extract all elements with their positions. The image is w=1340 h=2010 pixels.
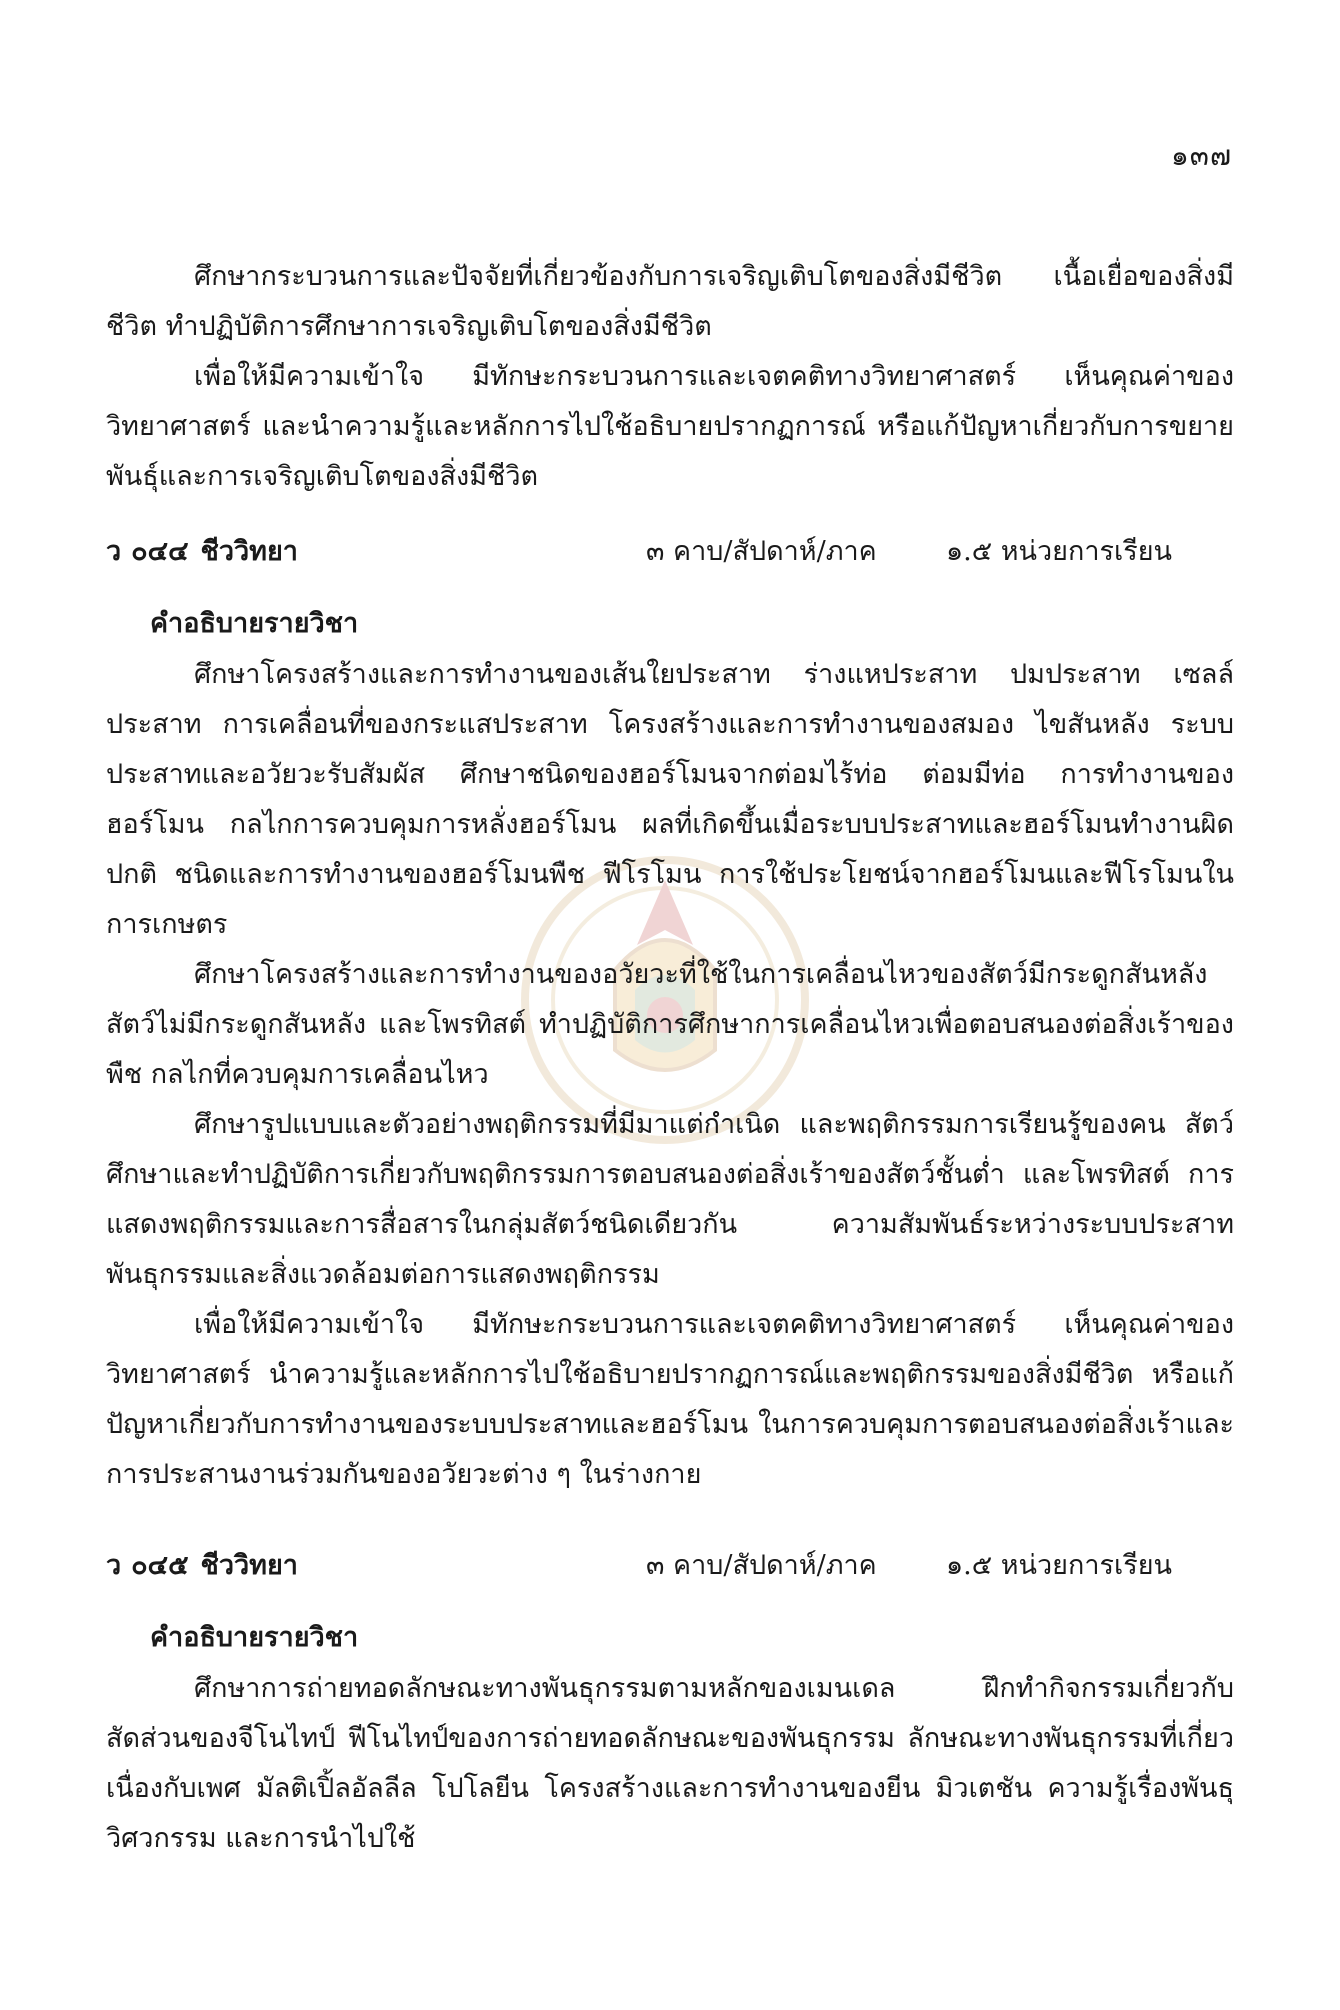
course-name: ชีววิทยา <box>200 536 298 567</box>
course-hours: ๓ คาบ/สัปดาห์/ภาค <box>646 1550 877 1581</box>
course-credits: ๑.๕ หน่วยการเรียน <box>946 536 1172 567</box>
course-name: ชีววิทยา <box>200 1550 298 1581</box>
course-045-description <box>106 1664 1234 1864</box>
description-paragraph: ศึกษาการถ่ายทอดลักษณะทางพันธุกรรมตามหลักของเมนเดล ฝึกทำกิจกรรมเกี่ยวกับสัดส่วนของจีโนไทป์ ฟีโนไทป์ของการถ่ายทอดลักษณะของพันธุกรรม ลักษณะทางพันธุกรรมที่เกี่ยวเนื่องกับเพศ มัลติเปิ้ลอัลลีล โปโลยีน โครงสร้างและการทำงานของยีน มิวเตชัน ความรู้เรื่องพันธุวิศวกรรม และการนำไปใช้ <box>106 1673 1234 1854</box>
course-credits: ๑.๕ หน่วยการเรียน <box>946 1550 1172 1581</box>
description-paragraph: ศึกษารูปแบบและตัวอย่างพฤติกรรมที่มีมาแต่กำเนิด และพฤติกรรมการเรียนรู้ของคน สัตว์ ศึกษาและทำปฏิบัติการเกี่ยวกับพฤติกรรมการตอบสนองต่อสิ่งเร้าของสัตว์ชั้นต่ำ และโพรทิสต์ การแสดงพฤติกรรมและการสื่อสารในกลุ่มสัตว์ชนิดเดียวกัน ความสัมพันธ์ระหว่างระบบประสาทพันธุกรรมและสิ่งแวดล้อมต่อการแสดงพฤติกรรม <box>106 1109 1234 1290</box>
intro-paragraph: ศึกษากระบวนการและปัจจัยที่เกี่ยวข้องกับการเจริญเติบโตของสิ่งมีชีวิต เนื้อเยื่อของสิ่งมีชีวิต ทำปฏิบัติการศึกษาการเจริญเติบโตของสิ่งมีชีวิต <box>106 261 1234 342</box>
course-hours: ๓ คาบ/สัปดาห์/ภาค <box>646 536 877 567</box>
description-paragraph: ศึกษาโครงสร้างและการทำงานของเส้นใยประสาท ร่างแหประสาท ปมประสาท เซลล์ประสาท การเคลื่อนที่ของกระแสประสาท โครงสร้างและการทำงานของสมอง ไขสันหลัง ระบบประสาทและอวัยวะรับสัมผัส ศึกษาชนิดของฮอร์โมนจากต่อมไร้ท่อ ต่อมมีท่อ การทำงานของฮอร์โมน กลไกการควบคุมการหลั่งฮอร์โมน ผลที่เกิดขึ้นเมื่อระบบประสาทและฮอร์โมนทำงานผิดปกติ ชนิดและการทำงานของฮอร์โมนพืช ฟีโรโมน การใช้ประโยชน์จากฮอร์โมนและฟีโรโมนในการเกษตร <box>106 659 1234 940</box>
description-paragraph: เพื่อให้มีความเข้าใจ มีทักษะกระบวนการและเจตคติทางวิทยาศาสตร์ เห็นคุณค่าของวิทยาศาสตร์ นำความรู้และหลักการไปใช้อธิบายปรากฏการณ์และพฤติกรรมของสิ่งมีชีวิต หรือแก้ปัญหาเกี่ยวกับการทำงานของระบบประสาทและฮอร์โมน ในการควบคุมการตอบสนองต่อสิ่งเร้าและการประสานงานร่วมกันของอวัยวะต่าง ๆ ในร่างกาย <box>106 1309 1234 1490</box>
course-prefix: ว <box>106 1550 122 1581</box>
course-description-heading: คำอธิบายรายวิชา <box>150 1622 359 1653</box>
description-paragraph: ศึกษาโครงสร้างและการทำงานของอวัยวะที่ใช้ในการเคลื่อนไหวของสัตว์มีกระดูกสันหลัง สัตว์ไม่มีกระดูกสันหลัง และโพรทิสต์ ทำปฏิบัติการศึกษาการเคลื่อนไหวเพื่อตอบสนองต่อสิ่งเร้าของพืช กลไกที่ควบคุมการเคลื่อนไหว <box>106 959 1234 1090</box>
course-number: ๐๔๔ <box>131 536 189 567</box>
page-number: ๑๓๗ <box>1171 139 1232 172</box>
course-code <box>106 527 298 577</box>
course-number: ๐๔๕ <box>131 1550 189 1581</box>
intro-section <box>106 252 1234 502</box>
course-header-044 <box>106 527 1234 577</box>
course-prefix: ว <box>106 536 122 567</box>
intro-paragraph: เพื่อให้มีความเข้าใจ มีทักษะกระบวนการและเจตคติทางวิทยาศาสตร์ เห็นคุณค่าของวิทยาศาสตร์ และนำความรู้และหลักการไปใช้อธิบายปรากฏการณ์ หรือแก้ปัญหาเกี่ยวกับการขยายพันธุ์และการเจริญเติบโตของสิ่งมีชีวิต <box>106 361 1234 492</box>
course-description-heading: คำอธิบายรายวิชา <box>150 608 359 639</box>
course-code <box>106 1541 298 1591</box>
course-044-description <box>106 650 1234 1500</box>
course-header-045 <box>106 1541 1234 1591</box>
